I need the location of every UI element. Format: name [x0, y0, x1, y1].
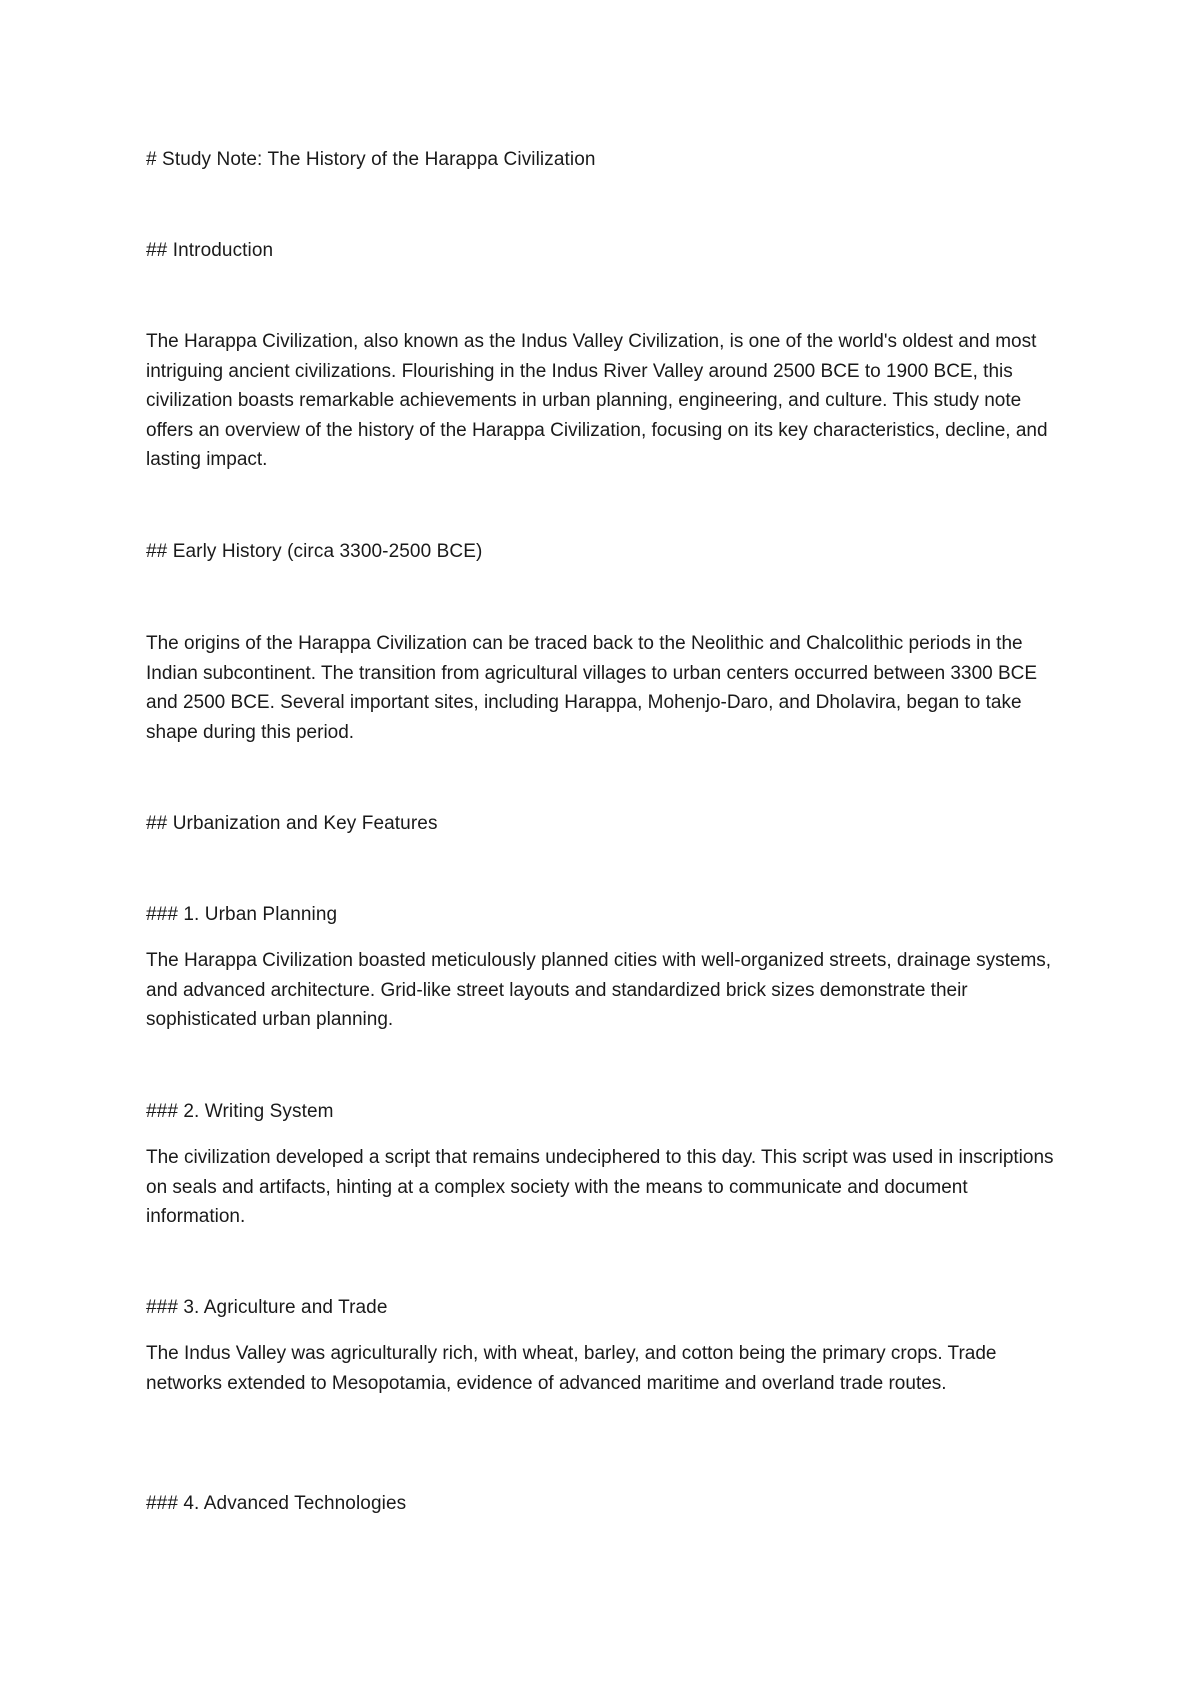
agriculture-trade-paragraph: The Indus Valley was agriculturally rich, with wheat, barley, and cotton being the primary crops. Trade networks extended to Mesopotamia, evidence of advanced maritime and overland trade routes.: [146, 1343, 997, 1394]
early-history-paragraph: The origins of the Harappa Civilization can be traced back to the Neolithic and Chalcolithic periods in the Indian subcontinent. The transition from agricultural villages to urban centers occurred between 3300 BCE and 2500 BCE. Several important sites, including Harappa, Mohenjo-Daro, and Dholavira, began to take shape during this period.: [146, 633, 1038, 743]
subsection-heading-writing-system: ### 2. Writing System: [146, 1101, 334, 1122]
urban-planning-paragraph: The Harappa Civilization boasted meticulously planned cities with well-organized streets, drainage systems, and advanced architecture. Grid-like street layouts and standardized brick sizes demonstrate their sophisticated urban planning.: [146, 950, 1052, 1030]
document-title: # Study Note: The History of the Harappa Civilization: [146, 149, 596, 170]
writing-system-paragraph: The civilization developed a script that remains undeciphered to this day. This script was used in inscriptions on seals and artifacts, hinting at a complex society with the means to communicate and document information.: [146, 1147, 1054, 1227]
subsection-heading-urban-planning: ### 1. Urban Planning: [146, 904, 338, 925]
section-heading-early-history: ## Early History (circa 3300-2500 BCE): [146, 541, 483, 562]
subsection-heading-advanced-technologies: ### 4. Advanced Technologies: [146, 1493, 407, 1514]
section-heading-urbanization: ## Urbanization and Key Features: [146, 813, 438, 834]
section-heading-introduction: ## Introduction: [146, 240, 274, 261]
introduction-paragraph: The Harappa Civilization, also known as the Indus Valley Civilization, is one of the world's oldest and most intriguing ancient civilizations. Flourishing in the Indus River Valley around 2500 BCE to 1900 BCE, this civilization boasts remarkable achievements in urban planning, engineering, and culture. This study note offers an overview of the history of the Harappa Civilization, focusing on its key characteristics, decline, and lasting impact.: [146, 331, 1048, 470]
subsection-heading-agriculture-trade: ### 3. Agriculture and Trade: [146, 1297, 388, 1318]
